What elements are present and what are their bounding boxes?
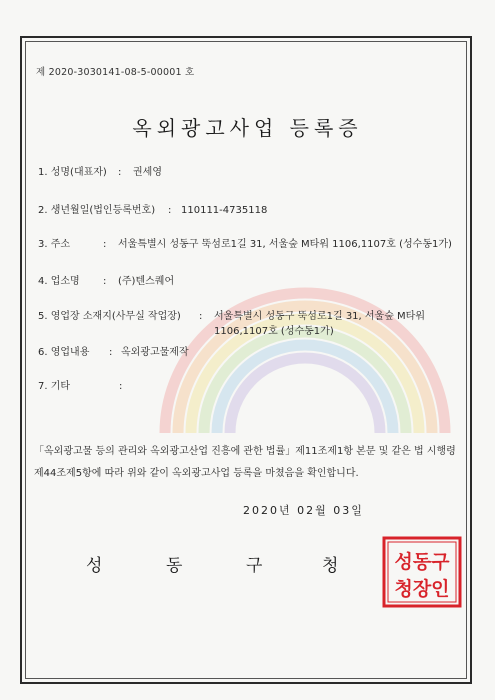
seal-text-line1: 성동구 [394,551,450,573]
issuer-char: 동 [166,556,183,576]
issuer-char: 구 [246,556,263,576]
field-colon: : [168,205,172,216]
field-colon: : [119,381,123,392]
field-value: 서울특별시 성동구 뚝섬로1길 31, 서울숲 M타워 1106,1107호 (성수동1가) [118,239,452,250]
official-seal [382,536,462,608]
field-value: 권세영 [133,167,162,178]
field-label: 7. 기타 [38,381,71,392]
field-label: 6. 영업내용 [38,347,90,358]
field-label: 3. 주소 [38,239,71,250]
document-number: 제 2020-3030141-08-5-00001 호 [36,67,195,78]
document-title: 옥외광고사업 등록증 [132,116,363,140]
certification-statement: 「옥외광고물 등의 관리와 옥외광고산업 진흥에 관한 법률」제11조제1항 본문 및 같은 법 시행령 제44조제5항에 따라 위와 같이 옥외광고사업 등록을 마쳤음을 확인합니다. [34,446,456,479]
field-value: 110111-4735118 [181,205,268,216]
field-colon: : [109,347,113,358]
field-label: 2. 생년월일(법인등록번호) [38,205,156,216]
issuer-char: 성 [86,556,103,576]
field-label: 1. 성명(대표자) [38,167,107,178]
issuer-char: 청 [322,556,339,576]
issue-date: 2020년 02월 03일 [243,504,364,517]
field-label: 4. 업소명 [38,276,80,287]
field-label: 5. 영업장 소재지(사무실 작업장) [38,311,181,322]
seal-text-line2: 청장인 [394,578,450,600]
field-colon: : [118,167,122,178]
field-colon: : [103,276,107,287]
field-colon: : [199,311,203,322]
field-value: (주)텐스퀘어 [118,276,175,287]
field-colon: : [103,239,107,250]
field-value: 옥외광고물제작 [121,347,189,358]
field-value: 서울특별시 성동구 뚝섬로1길 31, 서울숲 M타워 1106,1107호 (성수동1가) [214,311,426,337]
rainbow-watermark [155,258,455,468]
